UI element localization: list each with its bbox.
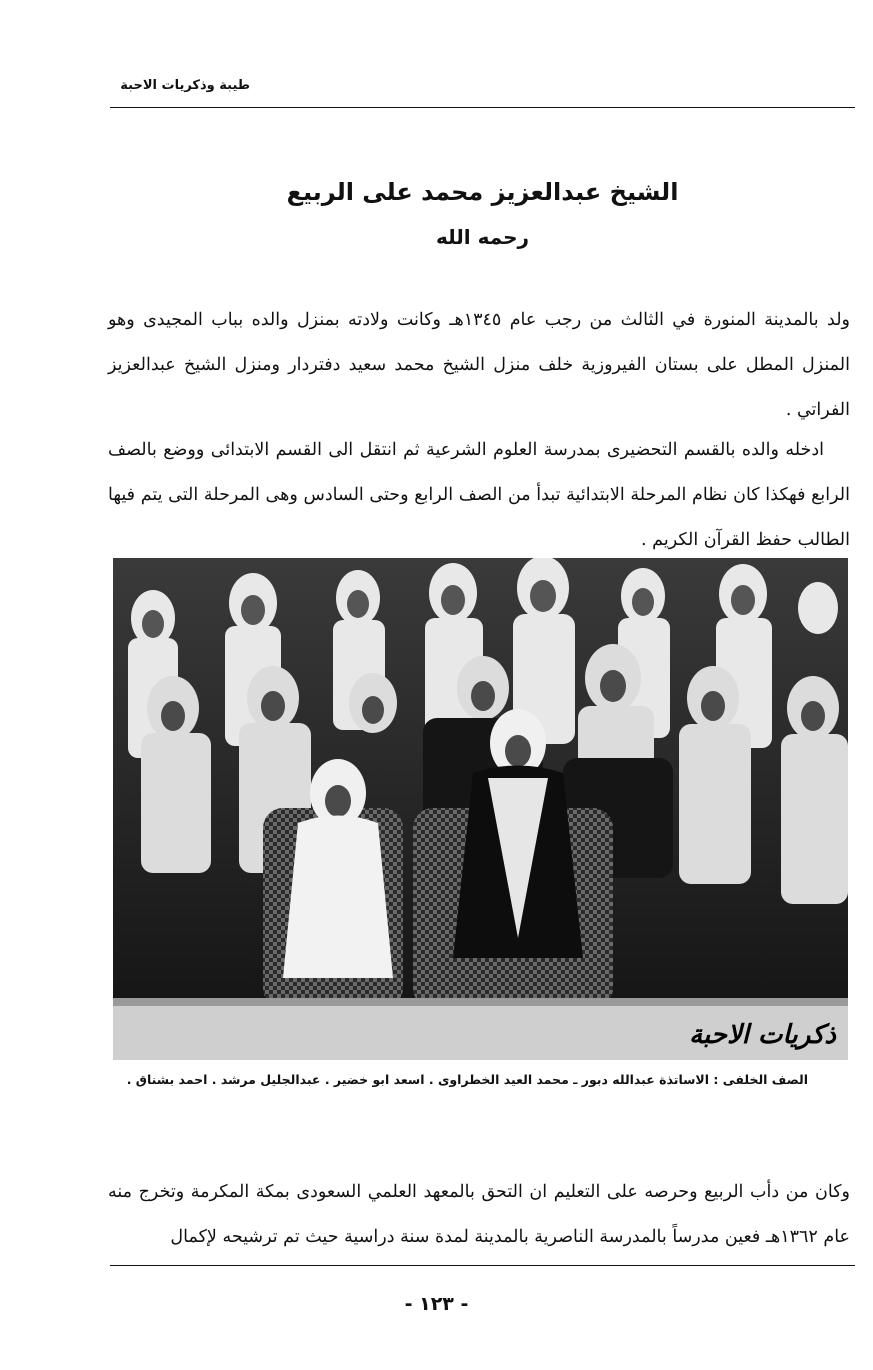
footer-rule bbox=[110, 1265, 855, 1266]
group-photo bbox=[113, 558, 848, 1060]
paragraph-2 bbox=[108, 428, 850, 563]
paragraph-3 bbox=[108, 1170, 850, 1260]
group-photo-illustration bbox=[113, 558, 848, 1060]
photo-caption: الصف الخلفى : الاساتذة عبدالله دبور ـ محمد العيد الخطراوى . اسعد ابو خضير . عبدالجليل مرشد . احمد بشناق . bbox=[126, 1072, 808, 1087]
header-rule bbox=[110, 107, 855, 108]
running-head: طيبة وذكريات الاحبة bbox=[120, 78, 250, 93]
photo-signature: ذكريات الاحبة bbox=[689, 1020, 836, 1050]
paragraph-2-text: ادخله والده بالقسم التحضيرى بمدرسة العلوم الشرعية ثم انتقل الى القسم الابتدائى ووضع بالصف الرابع فهكذا كان نظام المرحلة الابتدائية تبدأ من الصف الرابع وحتى السادس وهى المرحلة التى يتم فيها الطالب حفظ القرآن الكريم . bbox=[108, 440, 850, 550]
paragraph-3-text: وكان من دأب الربيع وحرصه على التعليم ان التحق بالمعهد العلمي السعودى بمكة المكرمة وتخرج منه عام ١٣٦٢هـ فعين مدرساً بالمدرسة الناصرية بالمدينة لمدة سنة دراسية حيث تم ترشيحه لإكمال bbox=[108, 1182, 850, 1247]
article-title: الشيخ عبدالعزيز محمد على الربيع bbox=[286, 178, 679, 206]
paragraph-1-text: ولد بالمدينة المنورة في الثالث من رجب عام ١٣٤٥هـ وكانت ولادته بمنزل والده بباب المجيدى وهو المنزل المطل على بستان الفيروزية خلف منزل الشيخ محمد سعيد دفتردار ومنزل الشيخ عبدالعزيز الفراتي . bbox=[108, 310, 850, 420]
paragraph-1 bbox=[108, 298, 850, 433]
page-number: - ١٢٣ - bbox=[404, 1293, 469, 1315]
article-subtitle: رحمه الله bbox=[435, 225, 530, 249]
